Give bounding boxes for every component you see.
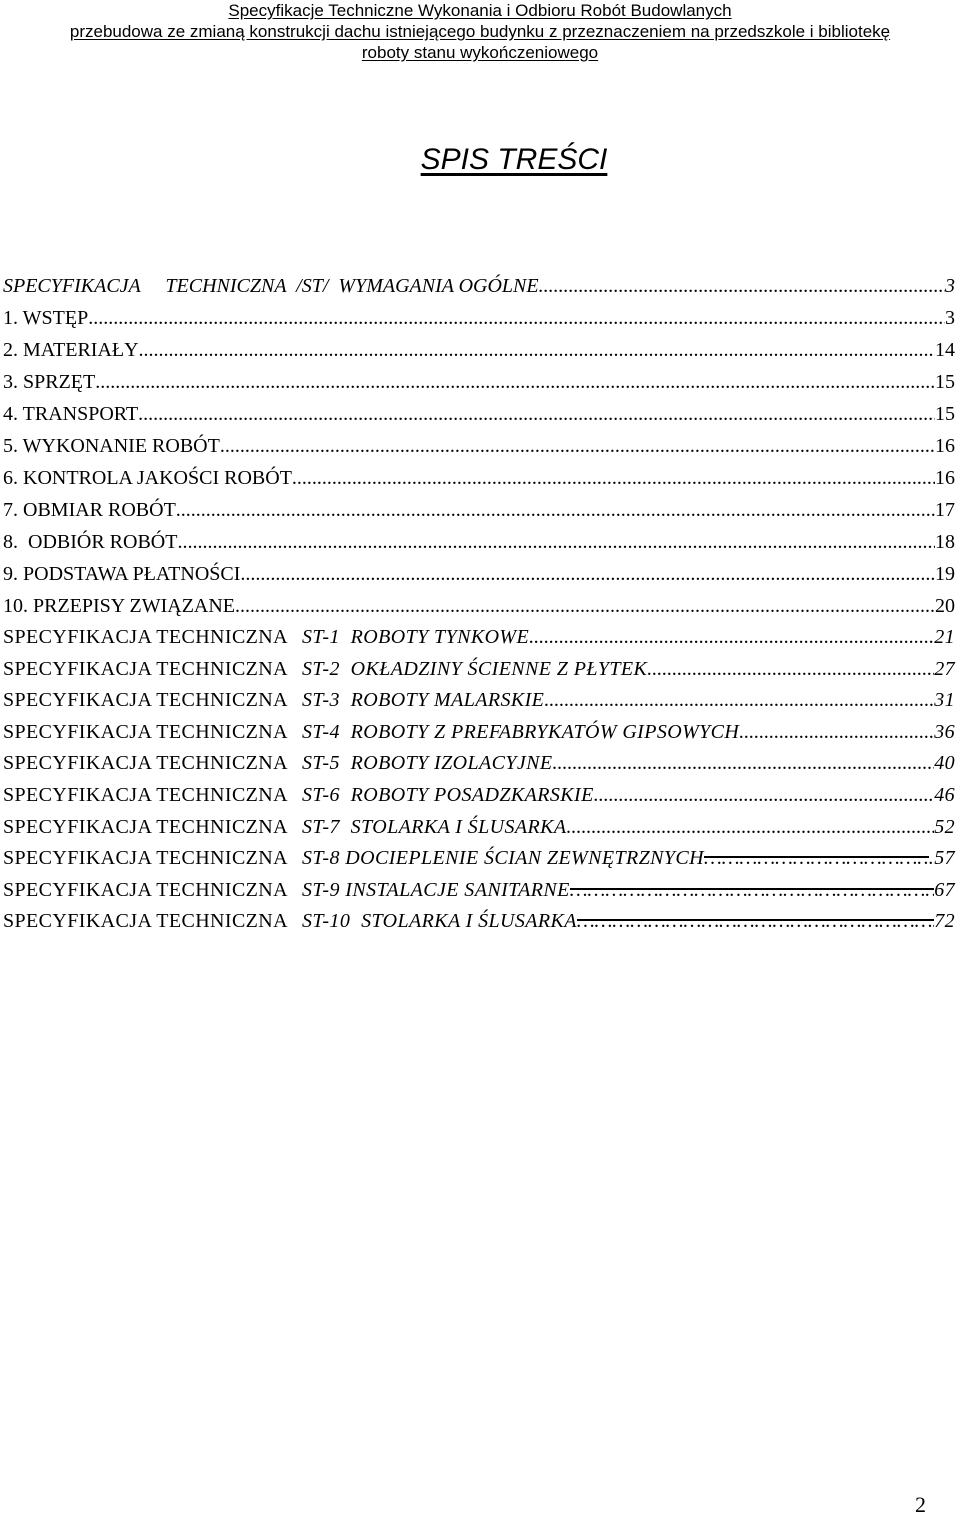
spec-entry[interactable]: SPECYFIKACJA TECHNICZNA ST-7 STOLARKA I ŚLUSARKA ..... 52 <box>3 812 955 844</box>
toc-entry[interactable]: 1. WSTĘP ..... 3 <box>3 302 955 334</box>
toc-entry[interactable]: 8. ODBIÓR ROBÓT ..... 18 <box>3 526 955 558</box>
header-line-1: Specyfikacje Techniczne Wykonania i Odbioru Robót Budowlanych <box>228 1 732 20</box>
toc-entry[interactable]: 7. OBMIAR ROBÓT ..... 17 <box>3 494 955 526</box>
toc-entry[interactable]: SPECYFIKACJA TECHNICZNA /ST/ WYMAGANIA OGÓLNE ..... 3 <box>3 270 955 302</box>
toc-entry[interactable]: 9. PODSTAWA PŁATNOŚCI ..... 19 <box>3 558 955 590</box>
toc-entry[interactable]: 6. KONTROLA JAKOŚCI ROBÓT ..... 16 <box>3 462 955 494</box>
toc-entry[interactable]: 5. WYKONANIE ROBÓT ..... 16 <box>3 430 955 462</box>
table-of-contents <box>3 270 955 938</box>
spec-entry[interactable]: SPECYFIKACJA TECHNICZNA ST-8 DOCIEPLENIE ŚCIAN ZEWNĘTRZNYCH ……………………………………………………………………………………………………………… .57 <box>3 843 955 875</box>
spec-entry[interactable]: SPECYFIKACJA TECHNICZNA ST-4 ROBOTY Z PREFABRYKATÓW GIPSOWYCH ..... 36 <box>3 717 955 749</box>
toc-title: SPIS TREŚCI <box>420 143 608 176</box>
header-line-2: przebudowa ze zmianą konstrukcji dachu istniejącego budynku z przeznaczeniem na przedszkole i bibliotekę <box>69 22 891 41</box>
toc-entry[interactable]: 2. MATERIAŁY ..... 14 <box>3 334 955 366</box>
spec-entry[interactable]: SPECYFIKACJA TECHNICZNA ST-5 ROBOTY IZOLACYJNE ..... 40 <box>3 748 955 780</box>
spec-entry[interactable]: SPECYFIKACJA TECHNICZNA ST-1 ROBOTY TYNKOWE ..... 21 <box>3 622 955 654</box>
toc-entry[interactable]: 3. SPRZĘT ..... 15 <box>3 366 955 398</box>
spec-entry[interactable]: SPECYFIKACJA TECHNICZNA ST-9 INSTALACJE SANITARNE ……………………………………………………………………………………………………………… 67 <box>3 875 955 907</box>
document-header <box>0 0 960 63</box>
header-line-3: roboty stanu wykończeniowego <box>361 43 599 62</box>
toc-entry[interactable]: 10. PRZEPISY ZWIĄZANE ..... 20 <box>3 590 955 622</box>
spec-entry[interactable]: SPECYFIKACJA TECHNICZNA ST-6 ROBOTY POSADZKARSKIE ..... 46 <box>3 780 955 812</box>
spec-entry[interactable]: SPECYFIKACJA TECHNICZNA ST-10 STOLARKA I ŚLUSARKA ……………………………………………………………………………………………………………… 72 <box>3 906 955 938</box>
page-number: 2 <box>915 1492 926 1517</box>
spec-entry[interactable]: SPECYFIKACJA TECHNICZNA ST-2 OKŁADZINY ŚCIENNE Z PŁYTEK ..... 27 <box>3 654 955 686</box>
spec-entry[interactable]: SPECYFIKACJA TECHNICZNA ST-3 ROBOTY MALARSKIE ..... 31 <box>3 685 955 717</box>
toc-entry[interactable]: 4. TRANSPORT ..... 15 <box>3 398 955 430</box>
